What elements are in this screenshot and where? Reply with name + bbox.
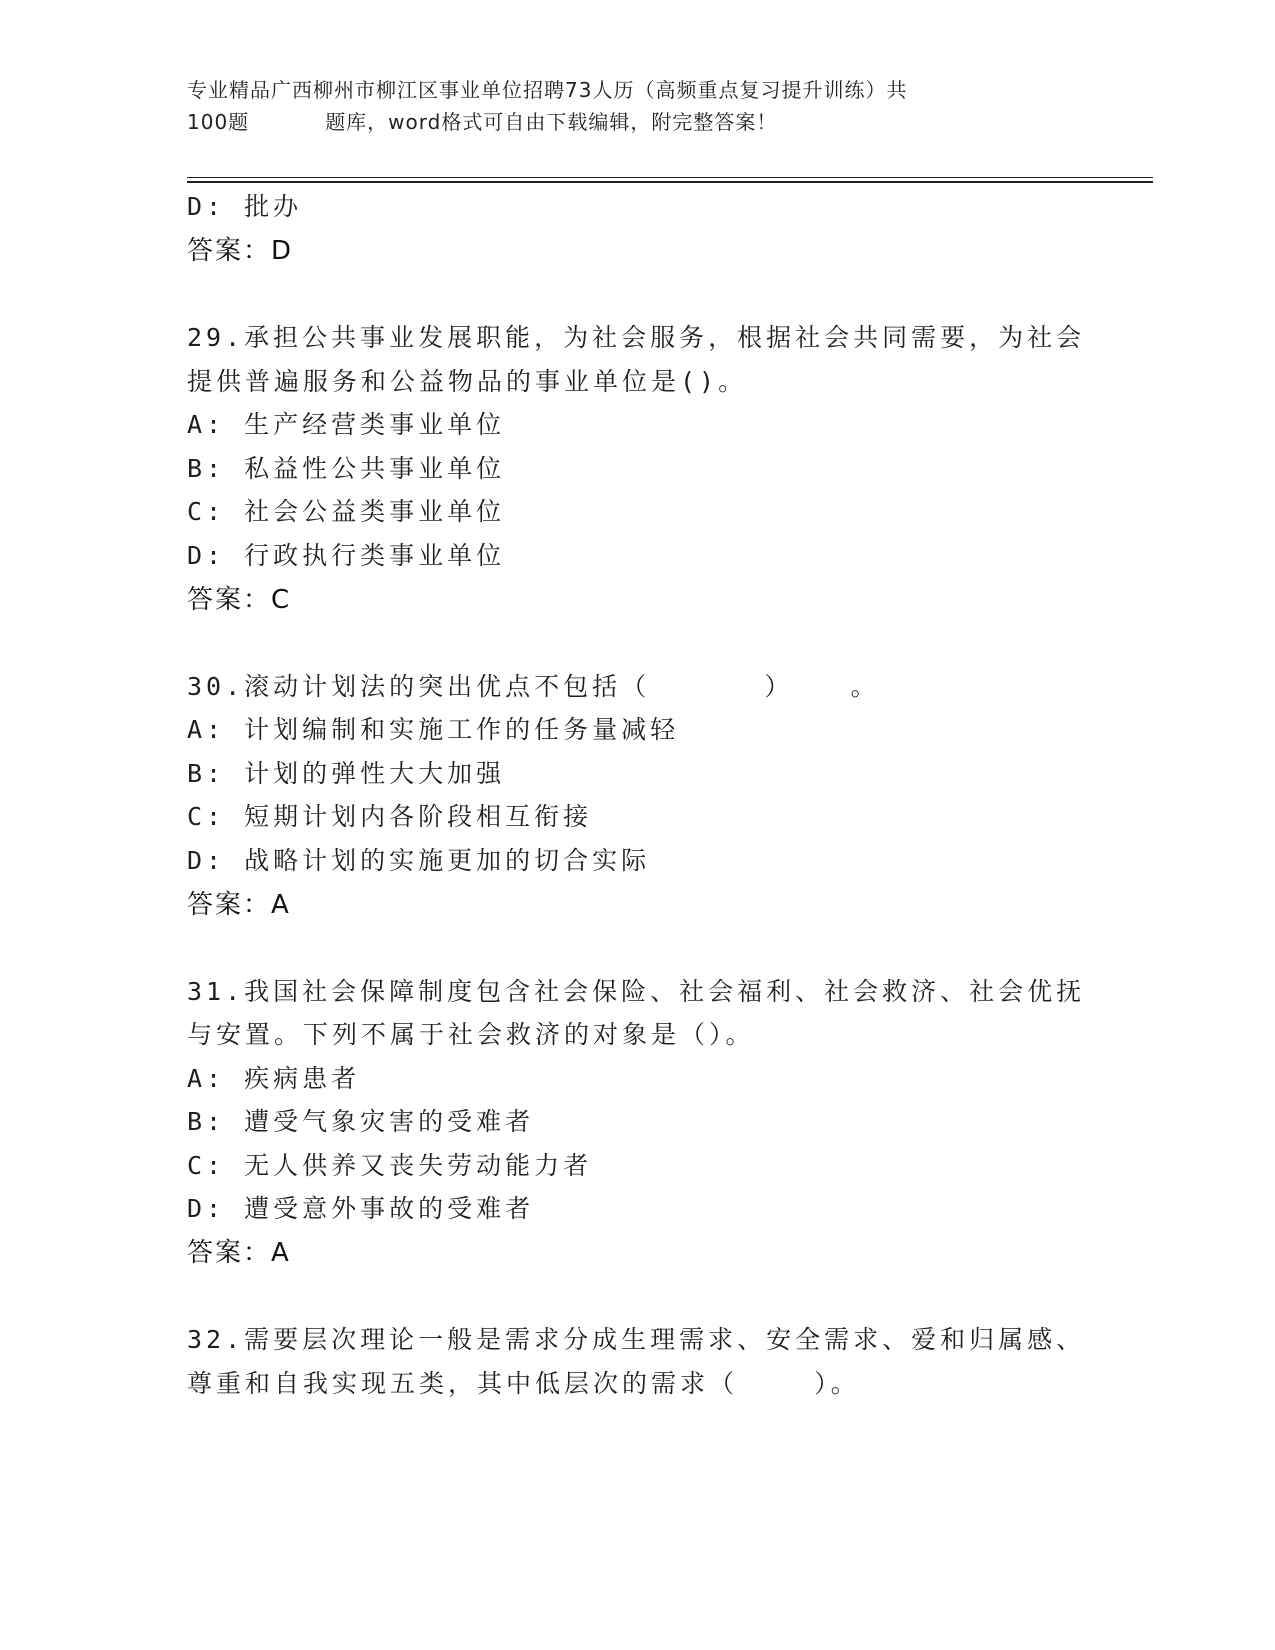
q29-stem-line2: 提供普遍服务和公益物品的事业单位是()。: [187, 367, 748, 396]
header-divider-thick: [187, 181, 1153, 183]
q31-option-c: C: 无人供养又丧失劳动能力者: [187, 1151, 593, 1180]
q30-option-c: C: 短期计划内各阶段相互衔接: [187, 802, 593, 831]
document-header: [187, 74, 1087, 138]
q29-option-c: C: 社会公益类事业单位: [187, 497, 506, 526]
header-title-line1: 专业精品广西柳州市柳江区事业单位招聘73人历（高频重点复习提升训练）共: [187, 78, 908, 102]
q29-answer: 答案：C: [187, 585, 292, 615]
q28-answer: 答案：D: [187, 236, 294, 266]
q31-stem-line2: 与安置。下列不属于社会救济的对象是（）。: [187, 1020, 755, 1049]
q28-option-d: D: 批办: [187, 192, 303, 221]
q29-option-b: B: 私益性公共事业单位: [187, 454, 506, 483]
q31-stem-line1: 31.我国社会保障制度包含社会保险、社会福利、社会救济、社会优抚: [187, 977, 1086, 1006]
q32-stem-line1: 32.需要层次理论一般是需求分成生理需求、安全需求、爱和归属感、: [187, 1325, 1086, 1354]
q30-option-b: B: 计划的弹性大大加强: [187, 759, 506, 788]
q30-answer: 答案：A: [187, 890, 291, 920]
header-description: 题库，word格式可自由下载编辑，附完整答案！: [325, 110, 778, 134]
q31-option-d: D: 遭受意外事故的受难者: [187, 1194, 535, 1223]
q29-stem-line1: 29.承担公共事业发展职能，为社会服务，根据社会共同需要，为社会: [187, 323, 1086, 352]
q29-option-d: D: 行政执行类事业单位: [187, 541, 506, 570]
q29-option-a: A: 生产经营类事业单位: [187, 410, 506, 439]
q32-stem-line2: 尊重和自我实现五类，其中低层次的需求（ ）。: [187, 1369, 860, 1398]
q31-option-b: B: 遭受气象灾害的受难者: [187, 1107, 535, 1136]
q30-option-d: D: 战略计划的实施更加的切合实际: [187, 846, 651, 875]
q31-answer: 答案：A: [187, 1238, 291, 1268]
header-count: 100题: [187, 110, 250, 134]
header-title-line2: [187, 106, 1087, 138]
q30-stem-line1: 30.滚动计划法的突出优点不包括（ ） 。: [187, 672, 880, 701]
header-divider-thin: [187, 177, 1153, 178]
q31-option-a: A: 疾病患者: [187, 1064, 361, 1093]
q30-option-a: A: 计划编制和实施工作的任务量减轻: [187, 715, 680, 744]
